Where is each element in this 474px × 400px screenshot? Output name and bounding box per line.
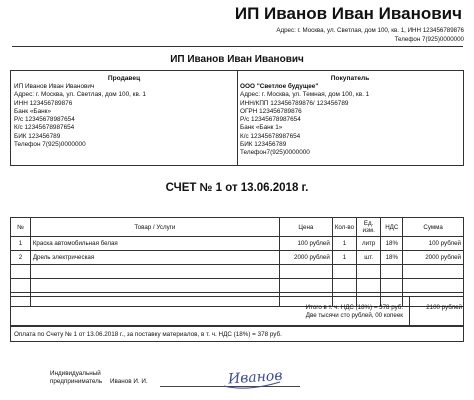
header-phone: Телефон 7(925)0000000 [394,36,464,43]
parties-box [10,70,464,166]
buyer-line: ОГРН 123456789876 [240,107,302,115]
table-cell: 2000 рублей [403,251,464,265]
column-header: Кол-во [332,218,356,237]
buyer-line: Р/с 12345678987654 [240,116,301,124]
table-cell: 1 [332,237,356,251]
signature-text: Иванов [227,367,283,388]
buyer-line: ИНН/КПП 123456789876/ 123456789 [240,99,349,107]
column-header: № [11,218,31,237]
table-cell [381,265,403,279]
table-cell [403,265,464,279]
table-cell: шт. [357,251,381,265]
seller-line: ИП Иванов Иван Иванович [14,83,95,90]
signer-role-line1: Индивидуальный [50,370,101,377]
table-cell: 2 [11,251,31,265]
table-cell: 18% [381,251,403,265]
table-cell [30,265,279,279]
buyer-block [237,75,463,158]
seller-block [11,75,237,149]
table-cell: 100 рублей [279,237,332,251]
seller-title: Продавец [107,75,141,82]
table-cell: 18% [381,237,403,251]
buyer-lines [237,83,463,158]
column-header: Ед. изм. [357,218,381,237]
table-cell [381,279,403,293]
buyer-line: ООО "Светлое будущее" [240,83,319,90]
seller-line: Телефон 7(925)0000000 [14,141,86,149]
table-row [11,251,464,265]
table-cell [11,279,31,293]
buyer-line: К/с 12345678987654 [240,132,301,140]
header-name: ИП Иванов Иван Иванович [234,4,462,23]
table-cell [30,279,279,293]
buyer-line: БИК 123456789 [240,141,287,149]
column-header: Цена [279,218,332,237]
header-address: Адрес: г. Москва, ул. Светлая, дом 100, кв. 1, ИНН 123456789876 [276,27,464,34]
table-cell [332,265,356,279]
table-cell [332,279,356,293]
signer-name: Иванов И. И. [110,378,148,385]
table-cell: Дрель электрическая [30,251,279,265]
table-cell: 1 [11,237,31,251]
seller-line: БИК 123456789 [14,132,61,140]
buyer-line: Банк «Банк 1» [240,124,283,132]
totals-words-line: Две тысячи сто рублей, 00 копеек [305,312,403,319]
buyer-line: Телефон7(925)0000000 [240,149,310,157]
signer-role-line2: предприниматель [50,378,103,385]
column-header: Товар / Услуги [30,218,279,237]
table-cell: 100 рублей [403,237,464,251]
table-cell [279,265,332,279]
totals-box [10,296,464,326]
totals-sum: 2100 рублей [426,304,462,311]
seller-line: Р/с 12345678987654 [14,116,75,124]
items-table [10,217,464,307]
payment-note: Оплата по Счету № 1 от 13.06.2018 г., за поставку материалов, в т. ч. НДС (18%) = 378 руб. [10,326,464,342]
totals-vat-line: Итого в т. ч. НДС (18%) = 378 руб. [305,304,403,311]
seller-line: Банк «Банк» [14,107,52,115]
handwritten-signature [220,362,290,394]
table-cell: 1 [332,251,356,265]
seller-lines [11,83,237,149]
table-cell: Краска автомобильная белая [30,237,279,251]
table-cell [357,279,381,293]
buyer-title: Покупатель [330,75,370,82]
column-header: Сумма [403,218,464,237]
table-cell [279,279,332,293]
company-title: ИП Иванов Иван Иванович [170,54,304,65]
invoice-title: СЧЕТ № 1 от 13.06.2018 г. [165,182,309,194]
totals-sum-cell [409,296,464,326]
table-cell [357,265,381,279]
seller-line: ИНН 123456789876 [14,99,73,107]
table-row [11,265,464,279]
table-cell [403,279,464,293]
seller-line: К/с 12345678987654 [14,124,75,132]
column-header: НДС [381,218,403,237]
table-row [11,237,464,251]
table-cell: 2000 рублей [279,251,332,265]
header-divider [12,46,463,47]
table-cell [11,265,31,279]
table-row [11,279,464,293]
table-cell: литр [357,237,381,251]
table-header-row [11,218,464,237]
buyer-line: Адрес: г. Москва, ул. Темная, дом 100, кв. 1 [240,91,370,99]
seller-line: Адрес: г. Москва, ул. Светлая, дом 100, кв. 1 [14,91,146,99]
